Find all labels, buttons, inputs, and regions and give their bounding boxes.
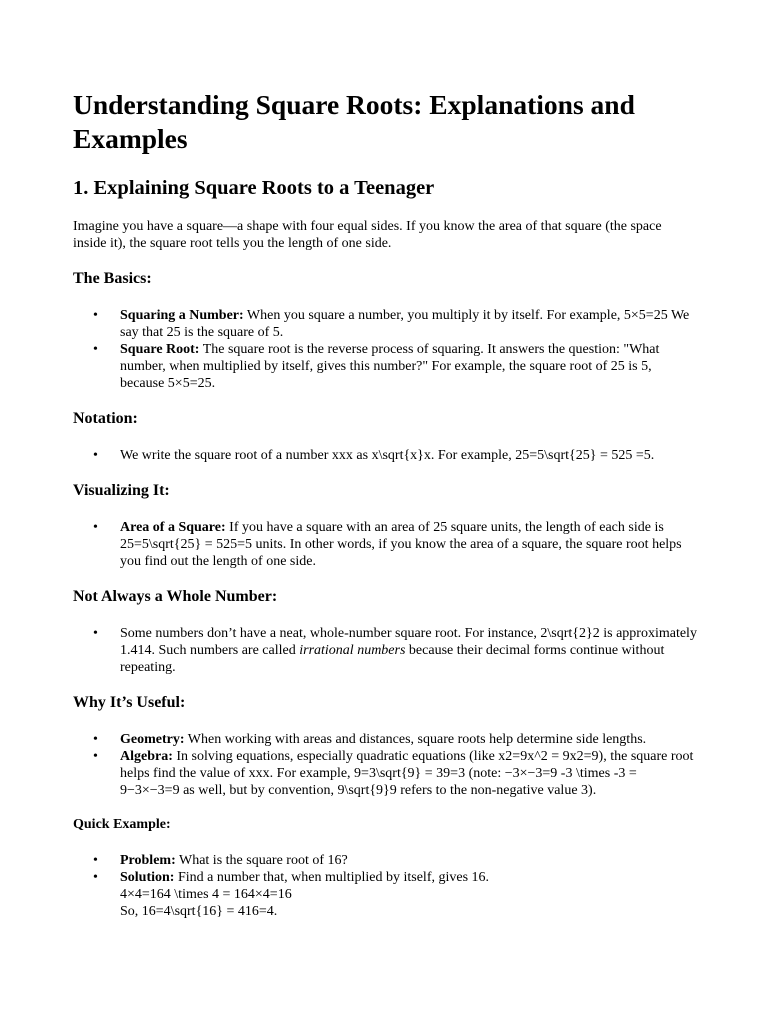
- section-heading: 1. Explaining Square Roots to a Teenager: [73, 177, 435, 199]
- bullet-icon: •: [93, 308, 98, 323]
- term-label: Square Root:: [120, 342, 200, 357]
- list-item: [73, 869, 698, 920]
- quick-example-list: [73, 852, 698, 920]
- whole-number-list: [73, 625, 698, 676]
- intro-paragraph: Imagine you have a square—a shape with four equal sides. If you know the area of that square (the space inside it), the square root tells you the length of one side.: [73, 219, 662, 251]
- basics-list: [73, 307, 698, 392]
- equation-line: So, 16=4\sqrt{16} = 416=4.: [120, 904, 278, 919]
- term-label: Geometry:: [120, 732, 185, 747]
- equation-line: 4×4=164 \times 4 = 164×4=16: [120, 887, 292, 902]
- bullet-icon: •: [93, 853, 98, 868]
- visualizing-list: [73, 519, 698, 570]
- list-item: [73, 625, 698, 676]
- item-text: because their decimal forms continue without repeating.: [120, 643, 665, 675]
- list-item: [73, 748, 698, 799]
- item-text: Some numbers don’t have a neat, whole-number square root. For instance, 2\sqrt{2}2 is approximately 1.414. Such numbers are called: [120, 626, 697, 658]
- item-text: If you have a square with an area of 25 square units, the length of each side is 25=5\sqrt{25} = 525=5 units. In other words, if you know the area of a square, the square root helps you find out the length of one side.: [120, 520, 682, 569]
- bullet-icon: •: [93, 732, 98, 747]
- bullet-icon: •: [93, 520, 98, 535]
- notation-heading: Notation:: [73, 410, 138, 427]
- bullet-icon: •: [93, 626, 98, 641]
- whole-number-heading: Not Always a Whole Number:: [73, 588, 278, 605]
- bullet-icon: •: [93, 448, 98, 463]
- bullet-icon: •: [93, 870, 98, 885]
- visualizing-heading: Visualizing It:: [73, 482, 170, 499]
- item-text: What is the square root of 16?: [175, 853, 348, 868]
- item-text: The square root is the reverse process of squaring. It answers the question: "What number, when multiplied by itself, gives this number?" For example, the square root of 25 is 5, because 5×5=25.: [120, 342, 660, 391]
- list-item: [73, 307, 698, 341]
- term-label: Solution:: [120, 870, 175, 885]
- quick-example-heading: Quick Example:: [73, 817, 171, 832]
- list-item: [73, 519, 698, 570]
- item-text: We write the square root of a number xxx as x\sqrt{x}x. For example, 25=5\sqrt{25} = 525 =5.: [120, 448, 655, 463]
- list-item: [73, 731, 698, 748]
- list-item: [73, 447, 698, 464]
- notation-list: [73, 447, 698, 464]
- item-text: When you square a number, you multiply it by itself. For example, 5×5=25 We say that 25 is the square of 5.: [120, 308, 690, 340]
- list-item: [73, 852, 698, 869]
- term-label: Squaring a Number:: [120, 308, 244, 323]
- item-text: Find a number that, when multiplied by itself, gives 16.: [174, 870, 490, 885]
- useful-list: [73, 731, 698, 799]
- document-title: Understanding Square Roots: Explanations and Examples: [73, 89, 635, 154]
- italic-term: irrational numbers: [299, 643, 406, 658]
- term-label: Area of a Square:: [120, 520, 226, 535]
- item-text: When working with areas and distances, square roots help determine side lengths.: [184, 732, 647, 747]
- useful-heading: Why It’s Useful:: [73, 694, 186, 711]
- list-item: [73, 341, 698, 392]
- bullet-icon: •: [93, 342, 98, 357]
- item-text: In solving equations, especially quadratic equations (like x2=9x^2 = 9x2=9), the square root helps find the value of xxx. For example, 9=3\sqrt{9} = 39=3 (note: −3×−3=9 -3 \times -3 = 9−3×−3=9 as well, but by convention, 9\sqrt{9}9 refers to the non-negative value 3).: [120, 749, 694, 798]
- term-label: Algebra:: [120, 749, 173, 764]
- basics-heading: The Basics:: [73, 270, 152, 287]
- bullet-icon: •: [93, 749, 98, 764]
- term-label: Problem:: [120, 853, 176, 868]
